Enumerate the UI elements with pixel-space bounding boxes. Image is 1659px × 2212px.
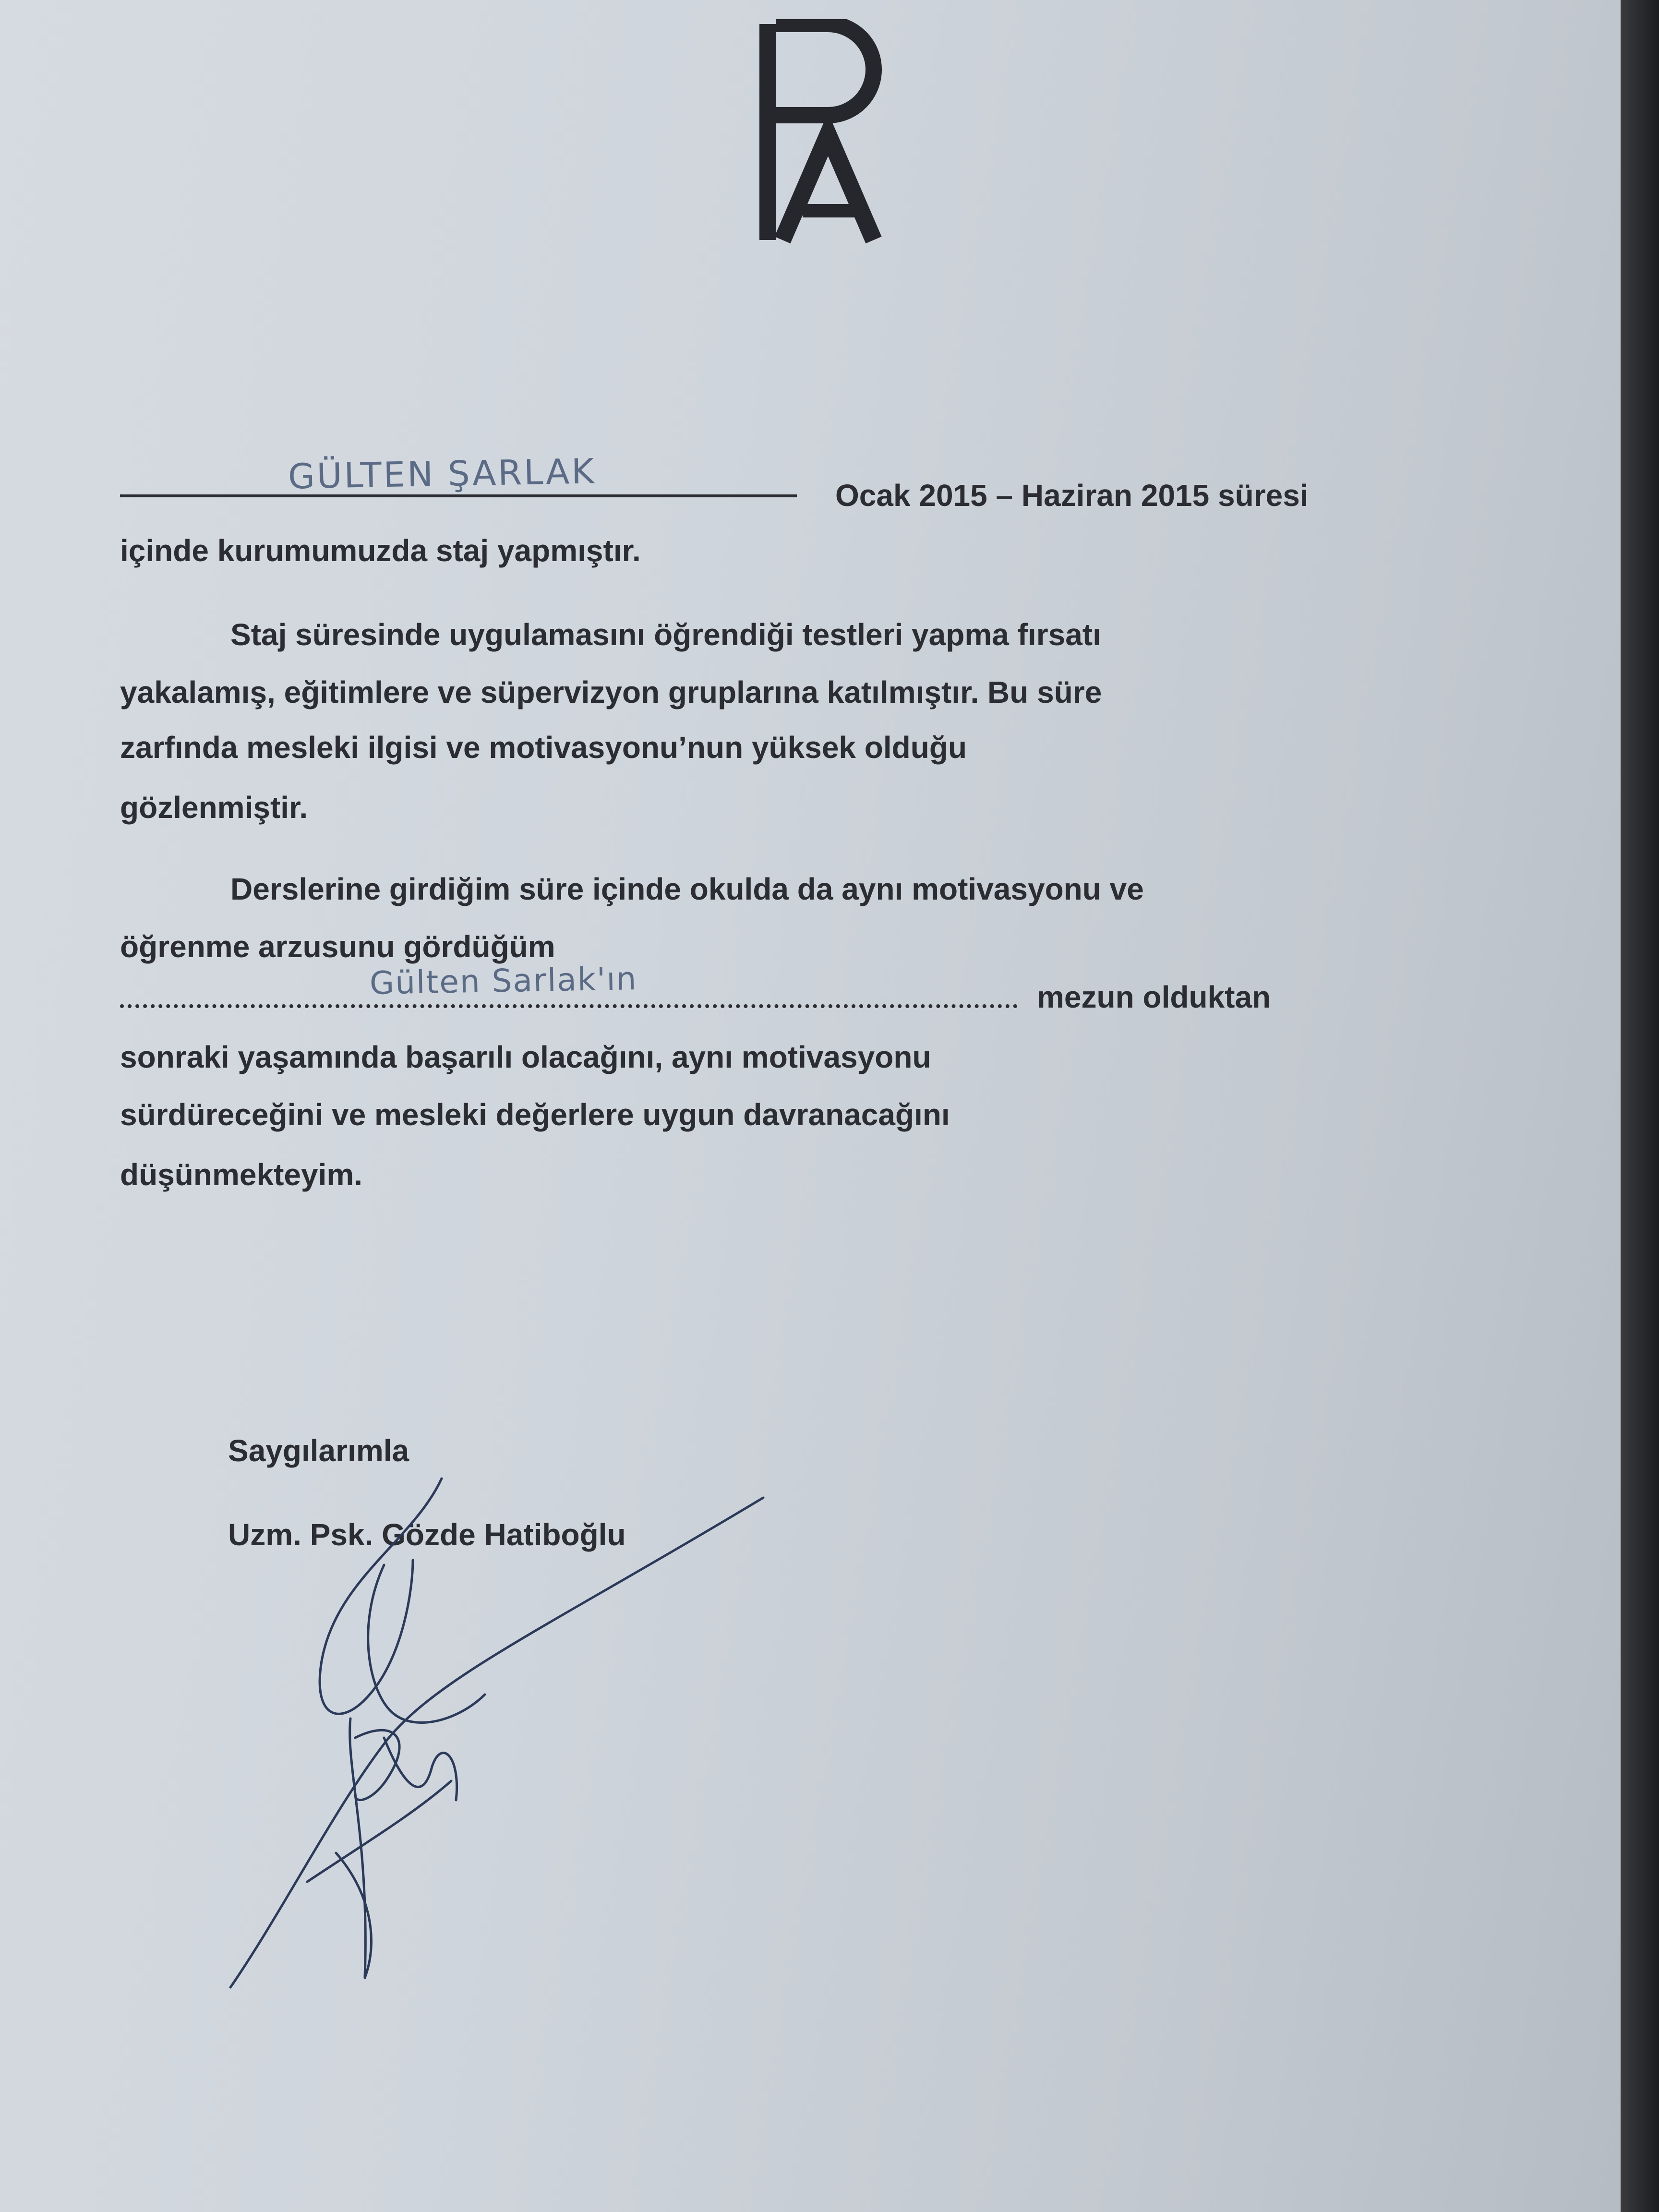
paragraph2-line2: yakalamış, eğitimlere ve süpervizyon gruplarına katılmıştır. Bu süre	[120, 675, 1102, 709]
paragraph2-line4: gözlenmiştir.	[120, 790, 308, 825]
name-dotted-line	[120, 1004, 1018, 1008]
handwritten-signature	[211, 1469, 787, 1997]
paragraph3-line6: düşünmekteyim.	[120, 1157, 363, 1192]
handwritten-intern-name-2: Gülten Sarlak'ın	[369, 960, 638, 1002]
paragraph1-line2: içinde kurumumuzda staj yapmıştır.	[120, 533, 641, 568]
background-edge	[1621, 0, 1659, 2212]
paragraph3-line5: sürdüreceğini ve mesleki değerlere uygun davranacağını	[120, 1097, 950, 1132]
handwritten-intern-name: GÜLTEN ŞARLAK	[288, 451, 597, 497]
paragraph3-line2: öğrenme arzusunu gördüğüm	[120, 929, 555, 964]
pa-logo	[749, 19, 893, 245]
paragraph3-line3: mezun olduktan	[1037, 980, 1271, 1014]
signer-name: Uzm. Psk. Gözde Hatiboğlu	[228, 1517, 626, 1552]
name-blank-line	[120, 494, 797, 497]
paragraph3-line4: sonraki yaşamında başarılı olacağını, aynı motivasyonu	[120, 1040, 931, 1074]
paragraph2-line3: zarfında mesleki ilgisi ve motivasyonu’nun yüksek olduğu	[120, 730, 967, 765]
paragraph3-line1: Derslerine girdiğim süre içinde okulda da aynı motivasyonu ve	[230, 872, 1144, 906]
paragraph1-line1: Ocak 2015 – Haziran 2015 süresi	[835, 478, 1309, 513]
paragraph2-line1: Staj süresinde uygulamasını öğrendiği testleri yapma fırsatı	[230, 617, 1101, 652]
closing-greeting: Saygılarımla	[228, 1433, 409, 1468]
